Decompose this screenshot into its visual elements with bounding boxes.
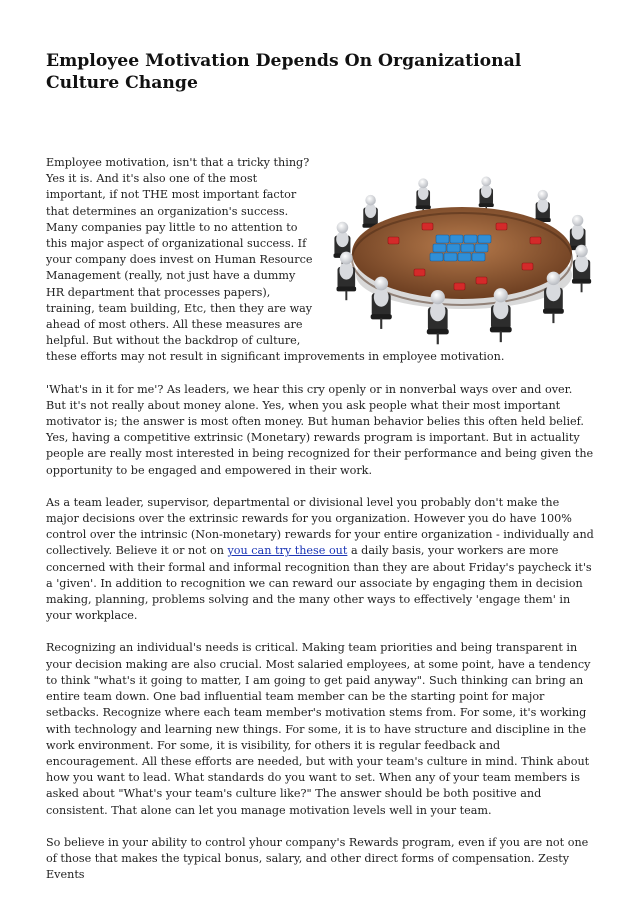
paragraph-1: Employee motivation, isn't that a tricky thing? Yes it is. And it's also one of the most important, if not THE most important factor that determines an organization's success. Many companies pay little to no attention to this major aspect of organizational success. If your company does invest on Human Resource Management (really, not just have a dummy HR department that processes papers), training, team building, Etc, then they are way ahead of most others. All these measures are helpful. But without the backdrop of culture, these efforts may not result in significant improvements in employee motivation. — [46, 156, 505, 364]
article-body — [46, 155, 594, 899]
paragraph-3 — [46, 495, 594, 625]
page-title: Employee Motivation Depends On Organizational Culture Change — [46, 51, 522, 93]
paragraph-2: 'What's in it for me'? As leaders, we hear this cry openly or in nonverbal ways over and over. But it's not really about money alone. Yes, when you ask people what their most important motivator is; the answer is most often money. But human behavior belies this often held belief. Yes, having a competitive extrinsic (Monetary) rewards program is important. But in actuality people are really most interested in being recognized for their performance and being given the opportunity to be engaged and empowered in their work. — [46, 382, 594, 477]
seated-person — [572, 245, 591, 293]
team-meeting-puzzle-table-illustration — [326, 151, 598, 347]
paragraph-3-before: As a team leader, supervisor, departmental or divisional level you probably don't make the major decisions over the extrinsic rewards for you organization. However you do have 100% control over the intrinsic (Non-monetary) rewards for your entire organization - individually and collectively. Believe it or not on — [46, 495, 594, 558]
try-these-out-link[interactable]: you can try these out — [227, 544, 348, 558]
paragraph-4: Recognizing an individual's needs is critical. Making team priorities and being transparent in your decision making are also crucial. Most salaried employees, at some point, have a tendency to think "what's it going to matter, I am going to get paid anyway". Such thinking can bring an entire team down. One bad influential team member can be the starting point for major setbacks. Recognize where each team member's motivation stems from. For some, it's working with technology and learning new things. For some, it is to have structure and discipline in the work environment. For some, it is visibility, for others it is regular feedback and encouragement. All these efforts are needed, but with your team's culture in mind. Think about how you want to lead. What standards do you want to set. When any of your team members is asked about "What's your team's culture like?" The answer should be both positive and consistent. That alone can let you manage motivation levels well in your team. — [46, 641, 591, 817]
paragraph-3-after: a daily basis, your workers are more concerned with their formal and informal recognition than they are about Friday's paycheck it's a 'given'. In addition to recognition we can reward our associate by engaging them in decision making, planning, problems solving and the many other ways to effectively 'engage them' in your workplace. — [46, 544, 592, 623]
article-illustration — [326, 151, 598, 347]
paragraph-5: So believe in your ability to control yhour company's Rewards program, even if you are not one of those that makes the typical bonus, salary, and other direct forms of compensation. Zesty Events — [46, 835, 589, 882]
